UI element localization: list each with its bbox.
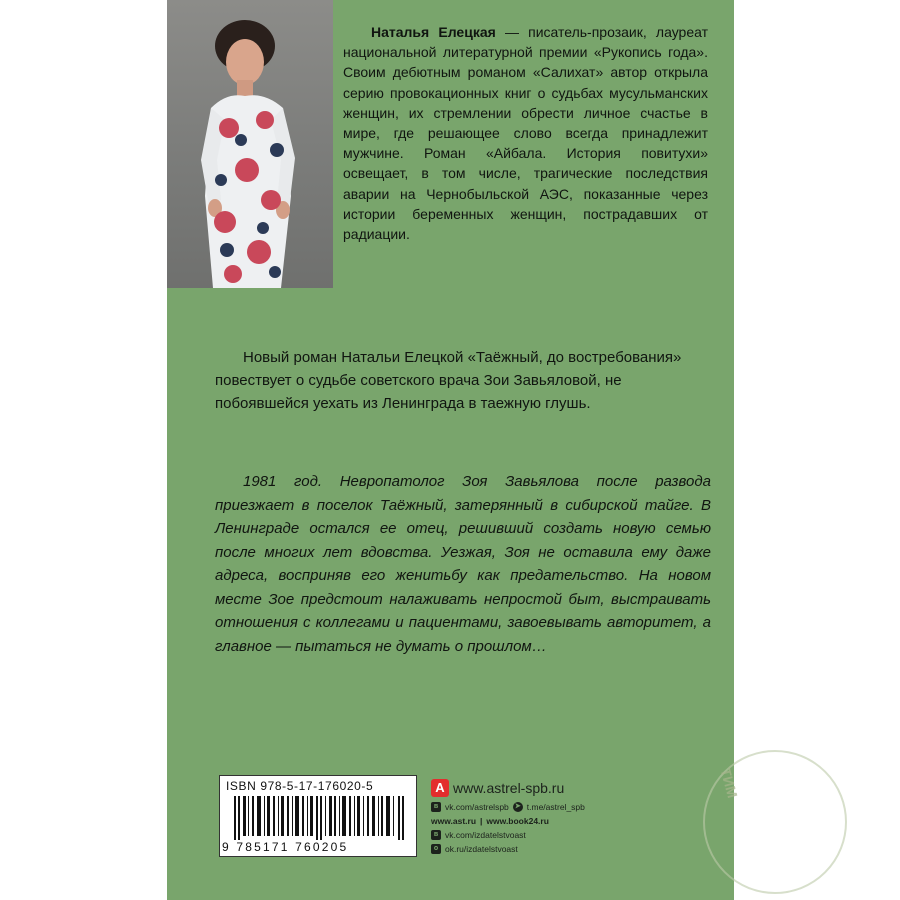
stamp-text: ТИМ bbox=[717, 766, 741, 800]
author-bio-text: — писатель-прозаик, лауреат национальной литературной премии «Рукопись года». Своим дебютным романом «Салихат» автор открыла серию провокационных книг о судьбах мусульманских женщин, их стремлении обрести личное счастье в мире, где решающее слово всегда принадлежит мужчине. Роман «Айбала. История повитухи» освещает, в том числе, трагические последствия аварии на Чернобыльской АЭС, показанные через истории беременных женщин, пострадавших от радиации. bbox=[343, 24, 709, 243]
link-separator: | bbox=[480, 816, 483, 826]
website-link[interactable]: www.astrel-spb.ru bbox=[453, 780, 565, 796]
ast-site-link[interactable]: www.ast.ru bbox=[431, 816, 477, 826]
social-row-2 bbox=[431, 828, 631, 842]
social-row-1 bbox=[431, 800, 631, 814]
book-blurb bbox=[215, 470, 711, 658]
publisher-links bbox=[431, 778, 631, 856]
novel-intro bbox=[215, 346, 711, 415]
vk-icon: в bbox=[431, 830, 441, 840]
ok-icon: о bbox=[431, 844, 441, 854]
telegram-icon: ➤ bbox=[513, 802, 523, 812]
isbn-label: ISBN 978-5-17-176020-5 bbox=[226, 779, 374, 793]
website-row bbox=[431, 778, 631, 798]
novel-intro-text: Новый роман Натальи Елецкой «Таёжный, до востребования» повествует о судьбе советского врача Зои Завьяловой, не побоявшейся уехать из Ленинграда в таежную глушь. bbox=[215, 349, 682, 412]
sites-row bbox=[431, 814, 631, 828]
publisher-logo-icon: А bbox=[431, 779, 449, 797]
ean-digits: 9 785171 760205 bbox=[222, 840, 349, 854]
barcode-label bbox=[219, 775, 417, 857]
ok-izdatelstvo-link[interactable]: ok.ru/izdatelstvoast bbox=[445, 844, 518, 854]
author-bio bbox=[343, 22, 708, 244]
book24-site-link[interactable]: www.book24.ru bbox=[486, 816, 549, 826]
barcode-bars bbox=[234, 796, 406, 840]
vk-astrel-link[interactable]: vk.com/astrelspb bbox=[445, 802, 509, 812]
social-row-3 bbox=[431, 842, 631, 856]
vk-izdatelstvo-link[interactable]: vk.com/izdatelstvoast bbox=[445, 830, 526, 840]
telegram-link[interactable]: t.me/astrel_spb bbox=[526, 802, 585, 812]
author-name: Наталья Елецкая bbox=[371, 24, 496, 40]
book-back-cover bbox=[167, 0, 734, 900]
vk-icon: в bbox=[431, 802, 441, 812]
book-blurb-text: 1981 год. Невропатолог Зоя Завьялова после развода приезжает в поселок Таёжный, затерянный в сибирской тайге. В Ленинграде остался ее отец, решивший создать новую семью после многих лет вдовства. Уезжая, Зоя не оставила ему даже адреса, восприняв его женитьбу как предательство. На новом месте Зое предстоит налаживать непростой быт, выстраивать отношения с коллегами и пациентами, завоевывать авторитет, а главное — пытаться не думать о прошлом… bbox=[215, 473, 711, 655]
author-photo bbox=[167, 0, 333, 288]
